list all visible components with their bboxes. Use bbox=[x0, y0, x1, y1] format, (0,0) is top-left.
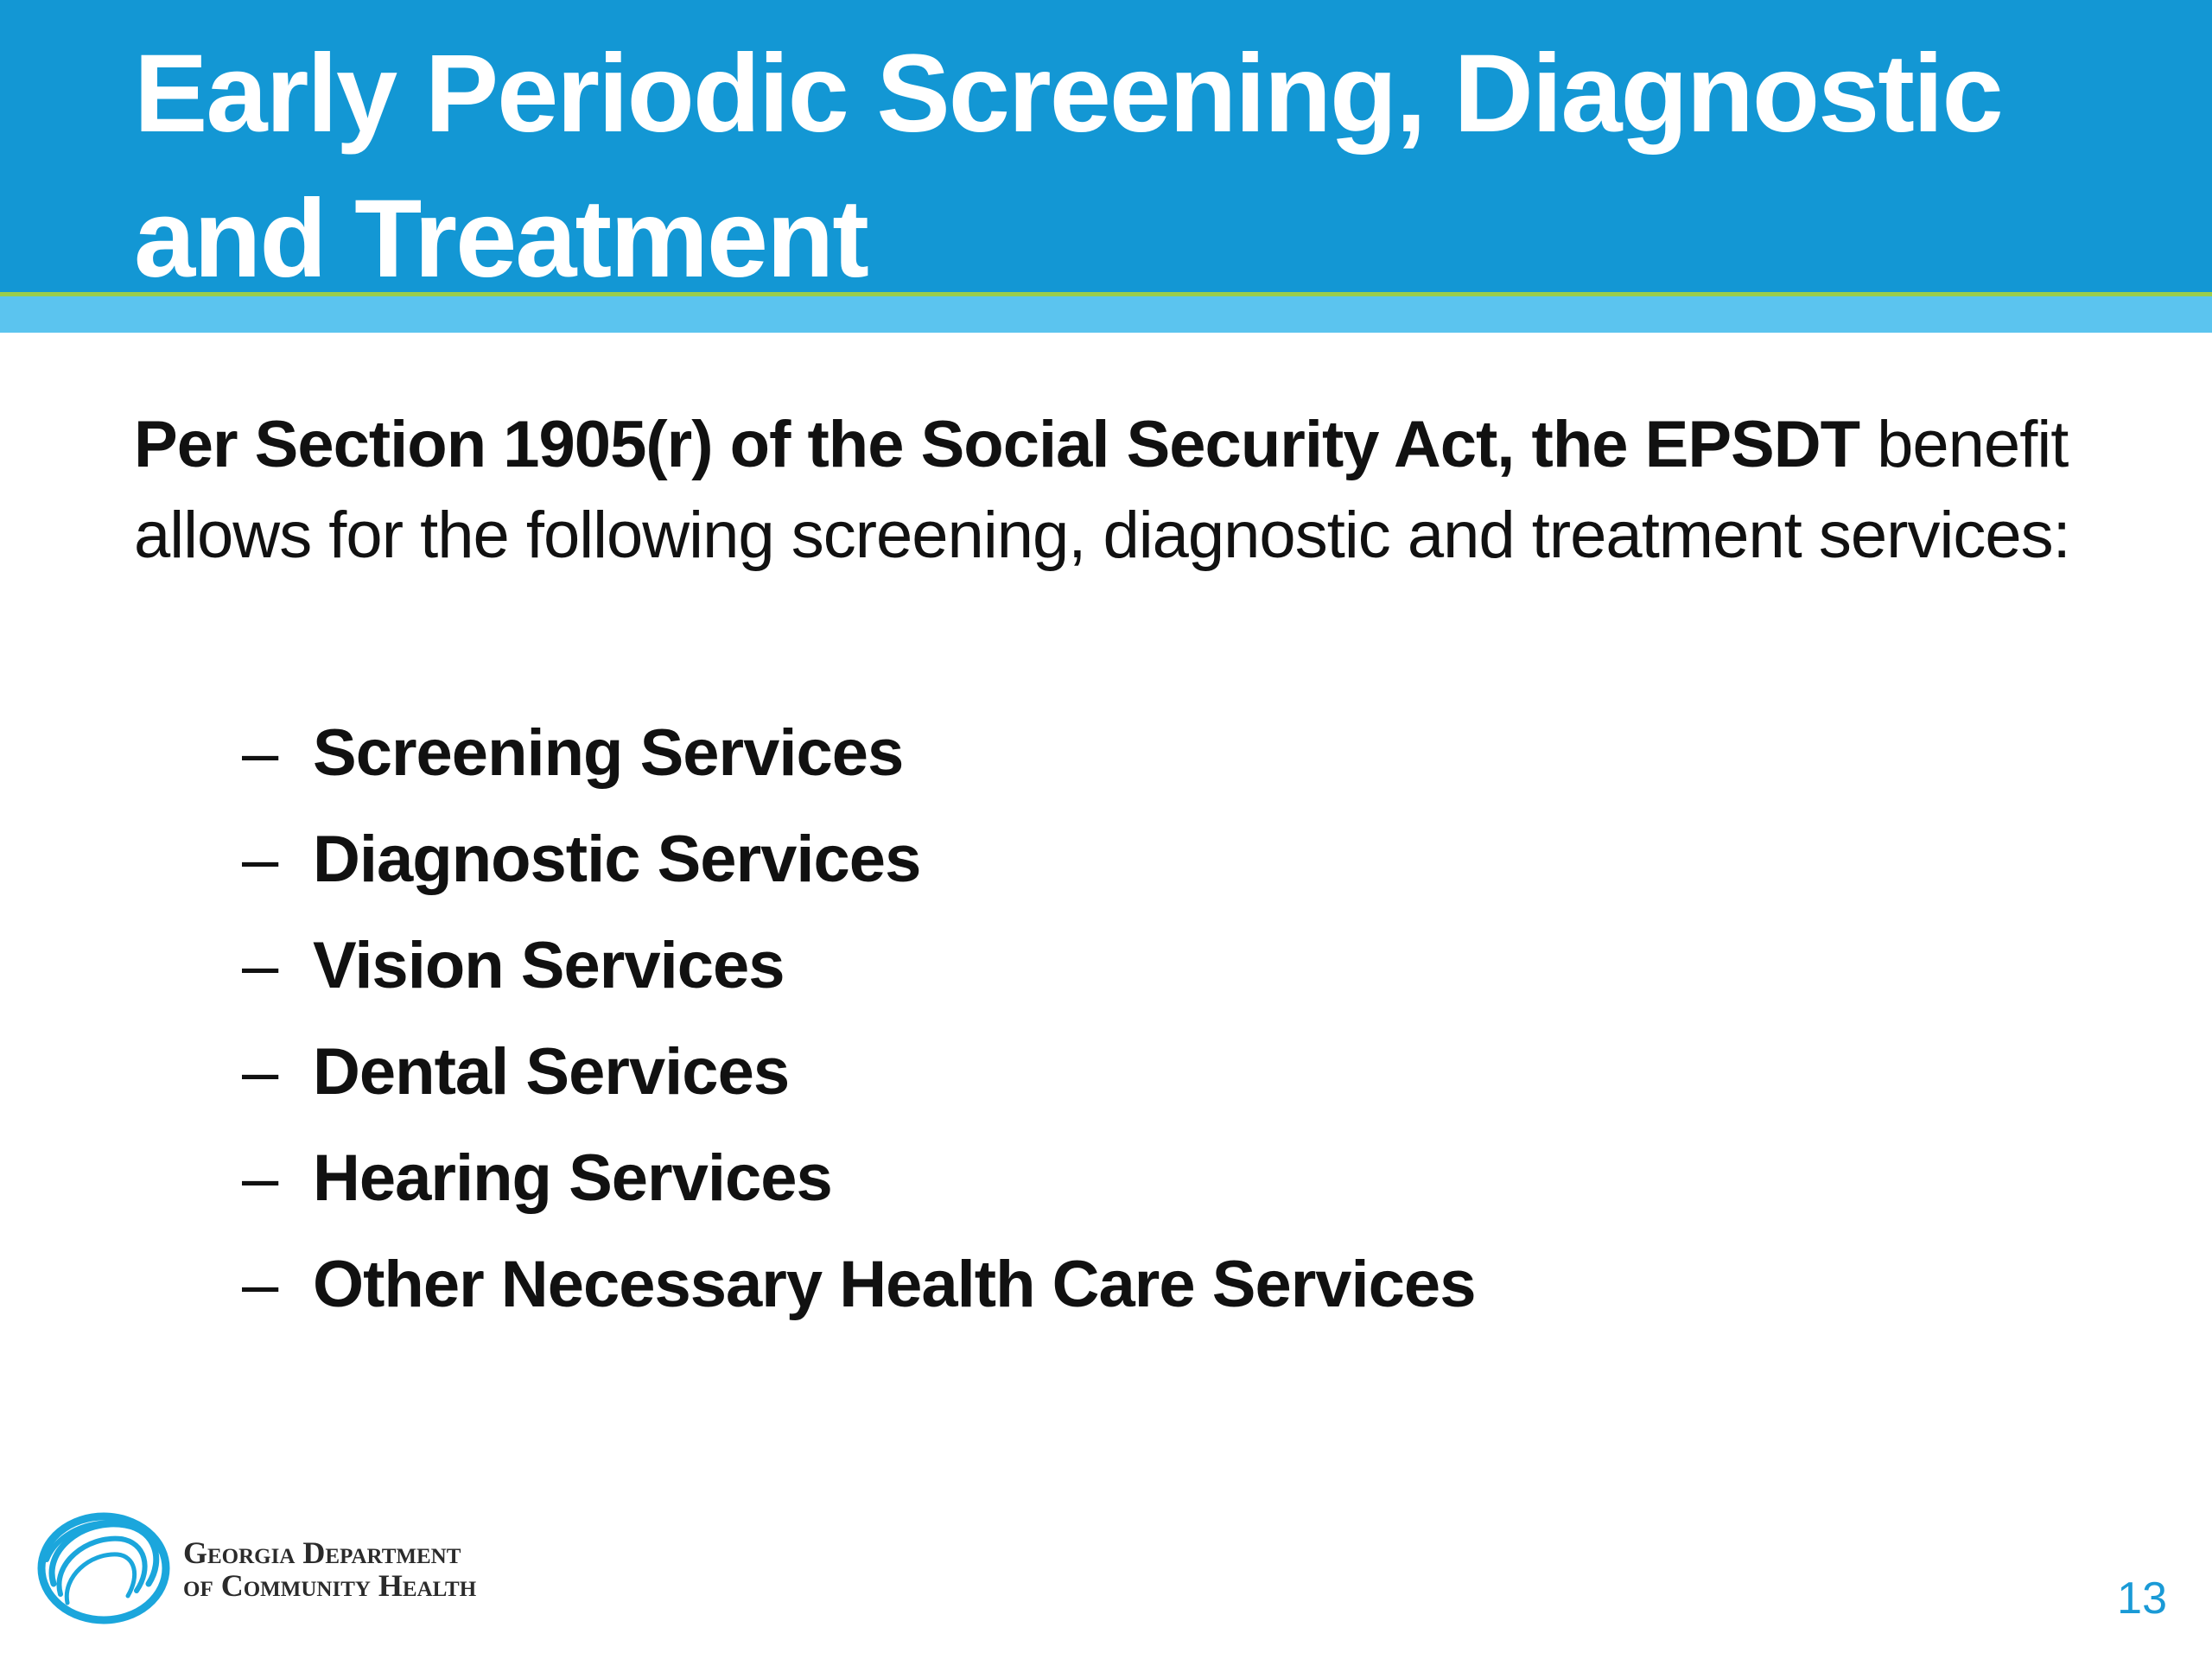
intro-paragraph bbox=[134, 399, 2121, 581]
service-label: Diagnostic Services bbox=[313, 823, 921, 896]
service-label: Dental Services bbox=[313, 1035, 790, 1109]
slide-title: Early Periodic Screening, Diagnostic and Treatment bbox=[134, 32, 2002, 301]
list-item bbox=[242, 1125, 1475, 1231]
list-dash: – bbox=[242, 823, 278, 896]
page-number: 13 bbox=[2117, 1573, 2167, 1624]
list-dash: – bbox=[242, 1248, 278, 1321]
service-label: Other Necessary Health Care Services bbox=[313, 1248, 1476, 1321]
list-dash: – bbox=[242, 929, 278, 1002]
service-label: Screening Services bbox=[313, 716, 904, 790]
organization-name-line-2: of Community Health bbox=[183, 1568, 477, 1603]
service-label: Vision Services bbox=[313, 929, 785, 1002]
list-item bbox=[242, 1231, 1475, 1338]
organization-name bbox=[183, 1536, 476, 1602]
list-item bbox=[242, 1019, 1475, 1125]
list-item bbox=[242, 700, 1475, 806]
intro-regular-text: benefit allows for the following screening, diagnostic and treatment services: bbox=[134, 408, 2070, 572]
list-item bbox=[242, 912, 1475, 1019]
dch-swirl-logo-icon bbox=[35, 1508, 173, 1629]
list-dash: – bbox=[242, 1141, 278, 1215]
organization-name-line-1: Georgia Department bbox=[183, 1535, 461, 1570]
service-label: Hearing Services bbox=[313, 1141, 832, 1215]
services-list bbox=[242, 700, 1475, 1338]
list-item bbox=[242, 806, 1475, 912]
list-dash: – bbox=[242, 1035, 278, 1109]
list-dash: – bbox=[242, 716, 278, 790]
intro-bold-text: Per Section 1905(r) of the Social Security Act, the EPSDT bbox=[134, 408, 1860, 481]
